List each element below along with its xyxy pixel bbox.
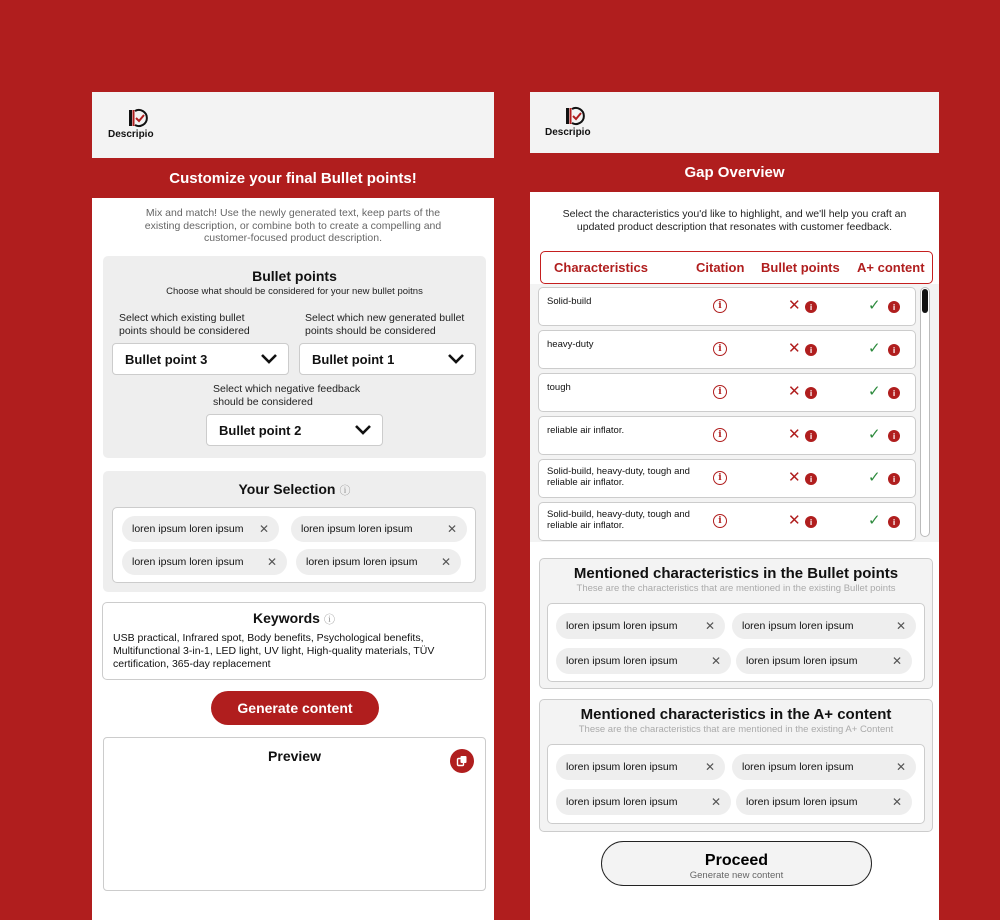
citation-info-icon[interactable]: i xyxy=(713,471,727,485)
chevron-down-icon xyxy=(447,353,465,365)
check-icon: ✓ xyxy=(868,297,881,314)
chip-label: loren ipsum loren ipsum xyxy=(566,620,678,632)
table-row[interactable] xyxy=(538,416,916,455)
close-icon[interactable]: ✕ xyxy=(704,760,715,774)
close-icon[interactable]: ✕ xyxy=(446,522,457,536)
page-title: Gap Overview xyxy=(530,153,939,192)
chip-label: loren ipsum loren ipsum xyxy=(566,655,678,667)
new-bullets-value: Bullet point 1 xyxy=(312,351,395,367)
customize-bullets-screen xyxy=(92,92,494,920)
chip-label: loren ipsum loren ipsum xyxy=(566,796,678,808)
mentioned-aplus-chip-box xyxy=(547,744,925,824)
descripio-logo-icon xyxy=(127,108,149,128)
scrollbar[interactable] xyxy=(920,287,930,537)
close-icon[interactable]: ✕ xyxy=(891,795,902,809)
existing-bullets-label: Select which existing bullet points should be considered xyxy=(119,312,250,337)
keywords-title xyxy=(113,610,475,627)
keywords-box xyxy=(102,602,486,680)
close-icon[interactable]: ✕ xyxy=(895,760,906,774)
copy-button[interactable] xyxy=(450,749,474,773)
characteristic-chip xyxy=(736,648,912,674)
table-row[interactable] xyxy=(538,330,916,369)
proceed-label: Proceed xyxy=(704,852,769,869)
characteristic-name: reliable air inflator. xyxy=(547,425,625,436)
citation-info-icon[interactable]: i xyxy=(713,299,727,313)
proceed-sublabel: Generate new content xyxy=(689,870,784,881)
chevron-down-icon xyxy=(354,424,372,436)
negative-feedback-select[interactable] xyxy=(206,414,383,446)
mentioned-bullets-chip-box xyxy=(547,603,925,682)
copy-icon xyxy=(456,755,468,767)
descripio-logo-icon xyxy=(564,106,586,126)
chip-label: loren ipsum loren ipsum xyxy=(742,620,854,632)
selection-chip xyxy=(291,516,467,542)
generate-content-button[interactable]: Generate content xyxy=(211,691,379,725)
close-icon[interactable]: ✕ xyxy=(440,555,451,569)
characteristics-list xyxy=(530,284,939,542)
gap-overview-screen xyxy=(530,92,939,920)
info-icon[interactable]: i xyxy=(888,430,900,442)
chip-label: loren ipsum loren ipsum xyxy=(746,796,858,808)
chip-label: loren ipsum loren ipsum xyxy=(132,523,244,535)
check-icon: ✓ xyxy=(868,469,881,486)
negative-feedback-label: Select which negative feedback should be considered xyxy=(213,383,361,408)
your-selection-title xyxy=(103,481,486,498)
info-icon[interactable]: i xyxy=(805,430,817,442)
column-header: Bullet points xyxy=(761,260,840,275)
table-row[interactable] xyxy=(538,459,916,498)
column-header: Characteristics xyxy=(554,260,648,275)
proceed-button[interactable] xyxy=(601,841,872,886)
keywords-label: Keywords xyxy=(253,610,320,626)
brand-name: Descripio xyxy=(545,127,591,138)
existing-bullets-select[interactable] xyxy=(112,343,289,375)
intro-text: Select the characteristics you'd like to highlight, and we'll help you craft an updated product description that resonates with customer feedback. xyxy=(562,208,907,233)
characteristic-name: heavy-duty xyxy=(547,339,594,350)
chevron-down-icon xyxy=(260,353,278,365)
new-bullets-label: Select which new generated bullet points should be considered xyxy=(305,312,465,337)
info-icon[interactable]: i xyxy=(888,344,900,356)
table-row[interactable] xyxy=(538,287,916,326)
new-bullets-select[interactable] xyxy=(299,343,476,375)
info-icon[interactable]: i xyxy=(888,516,900,528)
info-icon[interactable]: i xyxy=(888,473,900,485)
cross-icon: ✕ xyxy=(788,297,801,314)
bullet-points-subtitle: Choose what should be considered for your new bullet poitns xyxy=(166,286,423,297)
mentioned-bullets-panel xyxy=(539,558,933,689)
chip-label: loren ipsum loren ipsum xyxy=(742,761,854,773)
check-icon: ✓ xyxy=(868,383,881,400)
page-title: Customize your final Bullet points! xyxy=(92,158,494,198)
bullet-points-panel xyxy=(103,256,486,458)
your-selection-panel xyxy=(103,471,486,592)
characteristic-chip xyxy=(556,648,731,674)
info-icon[interactable]: i xyxy=(805,344,817,356)
info-icon[interactable]: i xyxy=(805,387,817,399)
characteristic-name: Solid-build, heavy-duty, tough and reliable air inflator. xyxy=(547,466,690,489)
chip-label: loren ipsum loren ipsum xyxy=(301,523,413,535)
chip-label: loren ipsum loren ipsum xyxy=(306,556,418,568)
close-icon[interactable]: ✕ xyxy=(704,619,715,633)
scrollbar-thumb[interactable] xyxy=(922,289,928,313)
intro-text: Mix and match! Use the newly generated text, keep parts of the existing description, or combine both to create a compelling and customer-focused product description. xyxy=(144,207,442,245)
info-icon[interactable]: i xyxy=(888,301,900,313)
close-icon[interactable]: ✕ xyxy=(710,795,721,809)
keywords-text: USB practical, Infrared spot, Body benefits, Psychological benefits, Multifunctional 3-in-1, LED light, UV light, High-quality materials, TÜV certification, 365-day replacement xyxy=(113,632,435,671)
info-icon[interactable]: ⓘ xyxy=(339,485,351,497)
cross-icon: ✕ xyxy=(788,340,801,357)
cross-icon: ✕ xyxy=(788,512,801,529)
selection-chip xyxy=(122,516,279,542)
preview-title: Preview xyxy=(268,748,321,764)
top-bar xyxy=(92,92,494,158)
characteristic-chip xyxy=(556,613,725,639)
column-header: Citation xyxy=(696,260,745,275)
characteristic-chip xyxy=(556,754,725,780)
close-icon[interactable]: ✕ xyxy=(258,522,269,536)
info-icon[interactable]: i xyxy=(805,473,817,485)
close-icon[interactable]: ✕ xyxy=(891,654,902,668)
citation-info-icon[interactable]: i xyxy=(713,385,727,399)
your-selection-label: Your Selection xyxy=(238,481,336,497)
check-icon: ✓ xyxy=(868,512,881,529)
selection-chip-box xyxy=(112,507,476,583)
info-icon[interactable]: i xyxy=(888,387,900,399)
mentioned-bullets-title: Mentioned characteristics in the Bullet points xyxy=(573,565,899,582)
bullet-points-title: Bullet points xyxy=(252,268,337,284)
characteristic-chip xyxy=(732,613,916,639)
mentioned-bullets-subtitle: These are the characteristics that are mentioned in the existing Bullet points xyxy=(576,583,896,594)
cross-icon: ✕ xyxy=(788,469,801,486)
characteristic-chip xyxy=(556,789,731,815)
negative-feedback-value: Bullet point 2 xyxy=(219,422,302,438)
info-icon[interactable]: ⓘ xyxy=(323,614,335,626)
existing-bullets-value: Bullet point 3 xyxy=(125,351,208,367)
mentioned-aplus-panel xyxy=(539,699,933,832)
characteristic-name: Solid-build, heavy-duty, tough and reliable air inflator. xyxy=(547,509,690,532)
citation-info-icon[interactable]: i xyxy=(713,428,727,442)
table-header xyxy=(540,251,933,284)
chip-label: loren ipsum loren ipsum xyxy=(132,556,244,568)
mentioned-aplus-subtitle: These are the characteristics that are mentioned in the existing A+ Content xyxy=(578,724,894,735)
characteristic-chip xyxy=(736,789,912,815)
characteristic-name: tough xyxy=(547,382,571,393)
table-row[interactable] xyxy=(538,502,916,541)
citation-info-icon[interactable]: i xyxy=(713,342,727,356)
logo xyxy=(108,108,168,140)
top-bar xyxy=(530,92,939,153)
citation-info-icon[interactable]: i xyxy=(713,514,727,528)
selection-chip xyxy=(122,549,287,575)
info-icon[interactable]: i xyxy=(805,301,817,313)
brand-name: Descripio xyxy=(108,129,154,140)
logo xyxy=(545,106,605,138)
characteristic-chip xyxy=(732,754,916,780)
close-icon[interactable]: ✕ xyxy=(710,654,721,668)
close-icon[interactable]: ✕ xyxy=(895,619,906,633)
column-header: A+ content xyxy=(857,260,925,275)
info-icon[interactable]: i xyxy=(805,516,817,528)
characteristic-name: Solid-build xyxy=(547,296,592,307)
check-icon: ✓ xyxy=(868,426,881,443)
mentioned-aplus-title: Mentioned characteristics in the A+ content xyxy=(580,706,892,723)
cross-icon: ✕ xyxy=(788,426,801,443)
close-icon[interactable]: ✕ xyxy=(266,555,277,569)
check-icon: ✓ xyxy=(868,340,881,357)
selection-chip xyxy=(296,549,461,575)
preview-box xyxy=(103,737,486,891)
table-row[interactable] xyxy=(538,373,916,412)
chip-label: loren ipsum loren ipsum xyxy=(566,761,678,773)
cross-icon: ✕ xyxy=(788,383,801,400)
chip-label: loren ipsum loren ipsum xyxy=(746,655,858,667)
